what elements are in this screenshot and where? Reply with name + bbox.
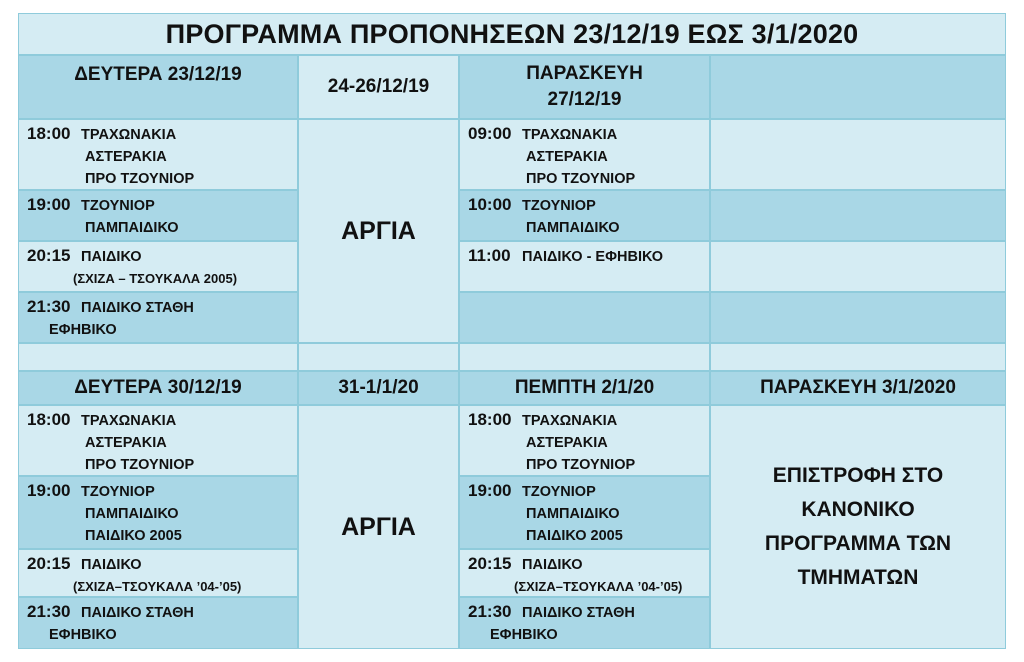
slot-note: (ΣΧΙΖΑ–ΤΣΟΥΚΑΛΑ ’04-’05) xyxy=(73,579,242,594)
slot-group-line: ΠΑΙΔΙΚΟ 2005 xyxy=(526,528,623,544)
slot-w2-mon-2130 xyxy=(18,597,298,649)
slot-time: 21:30 xyxy=(27,297,71,316)
slot-group: ΤΡΑΧΩΝΑΚΙΑ xyxy=(522,413,618,429)
slot-group-line: ΠΑΜΠΑΙΔΙΚΟ xyxy=(85,220,179,236)
header-monday-23-12: ΔΕΥΤΕΡΑ 23/12/19 xyxy=(18,55,298,119)
slot-w2-mon-1900 xyxy=(18,476,298,549)
header-friday-27-12 xyxy=(459,55,710,119)
slot-w1-mon-2015 xyxy=(18,241,298,292)
slot-group: ΤΖΟΥΝΙΟΡ xyxy=(522,484,596,500)
slot-w2-thu-1900 xyxy=(459,476,710,549)
slot-group-line: ΠΑΜΠΑΙΔΙΚΟ xyxy=(526,506,620,522)
empty-cell xyxy=(710,190,1006,241)
schedule-title: ΠΡΟΓΡΑΜΜΑ ΠΡΟΠΟΝΗΣΕΩΝ 23/12/19 ΕΩΣ 3/1/2020 xyxy=(18,13,1006,55)
slot-w1-fri-0900 xyxy=(459,119,710,190)
slot-group: ΠΑΙΔΙΚΟ xyxy=(81,557,142,573)
slot-group-line: ΠΡΟ ΤΖΟΥΝΙΟΡ xyxy=(85,171,195,187)
slot-group-line: ΠΑΜΠΑΙΔΙΚΟ xyxy=(85,506,179,522)
slot-w1-fri-1100 xyxy=(459,241,710,292)
slot-w2-thu-2015 xyxy=(459,549,710,597)
holiday-24-26-12: ΑΡΓΙΑ xyxy=(298,119,459,343)
slot-group-line: ΑΣΤΕΡΑΚΙΑ xyxy=(85,435,167,451)
slot-time: 11:00 xyxy=(468,246,511,265)
slot-note: (ΣΧΙΖΑ – ΤΣΟΥΚΑΛΑ 2005) xyxy=(73,271,238,286)
slot-w2-thu-1800 xyxy=(459,405,710,476)
header-24-26-12: 24-26/12/19 xyxy=(298,55,459,119)
empty-cell xyxy=(710,119,1006,190)
slot-time: 20:15 xyxy=(27,554,71,573)
slot-group-line: ΑΣΤΕΡΑΚΙΑ xyxy=(526,149,608,165)
slot-group: ΠΑΙΔΙΚΟ ΣΤΑΘΗ xyxy=(81,300,194,316)
header-31-12-1-1: 31-1/1/20 xyxy=(298,371,459,405)
slot-group: ΤΡΑΧΩΝΑΚΙΑ xyxy=(81,127,177,143)
return-line: ΤΜΗΜΑΤΩΝ xyxy=(797,566,919,589)
slot-w2-mon-1800 xyxy=(18,405,298,476)
slot-w1-mon-1900 xyxy=(18,190,298,241)
slot-time: 18:00 xyxy=(468,410,512,429)
empty-cell xyxy=(710,241,1006,292)
slot-group-line: ΠΡΟ ΤΖΟΥΝΙΟΡ xyxy=(85,457,195,473)
slot-w2-mon-2015 xyxy=(18,549,298,597)
spacer-cell xyxy=(710,343,1006,371)
slot-group-line: ΕΦΗΒΙΚΟ xyxy=(49,322,117,338)
spacer-cell xyxy=(298,343,459,371)
slot-w1-fri-1000 xyxy=(459,190,710,241)
slot-w2-thu-2130 xyxy=(459,597,710,649)
slot-time: 18:00 xyxy=(27,410,71,429)
empty-cell xyxy=(710,292,1006,343)
slot-time: 09:00 xyxy=(468,124,512,143)
header-friday-date: 27/12/19 xyxy=(547,89,622,110)
slot-note: (ΣΧΙΖΑ–ΤΣΟΥΚΑΛΑ ’04-’05) xyxy=(514,579,683,594)
slot-w1-mon-2130 xyxy=(18,292,298,343)
return-line: ΕΠΙΣΤΡΟΦΗ ΣΤΟ xyxy=(772,464,944,487)
slot-group: ΤΡΑΧΩΝΑΚΙΑ xyxy=(522,127,618,143)
slot-time: 20:15 xyxy=(27,246,71,265)
slot-group: ΠΑΙΔΙΚΟ xyxy=(81,249,142,265)
slot-group-line: ΕΦΗΒΙΚΟ xyxy=(490,627,558,643)
return-line: ΚΑΝΟΝΙΚΟ xyxy=(801,498,915,521)
slot-time: 19:00 xyxy=(27,481,71,500)
slot-w1-mon-1800 xyxy=(18,119,298,190)
slot-group-line: ΠΑΙΔΙΚΟ 2005 xyxy=(85,528,182,544)
header-thursday-2-1: ΠΕΜΠΤΗ 2/1/20 xyxy=(459,371,710,405)
header-friday-3-1: ΠΑΡΑΣΚΕΥΗ 3/1/2020 xyxy=(710,371,1006,405)
slot-group: ΤΖΟΥΝΙΟΡ xyxy=(81,484,155,500)
slot-group-line: ΑΣΤΕΡΑΚΙΑ xyxy=(526,435,608,451)
slot-time: 21:30 xyxy=(468,602,512,621)
empty-cell xyxy=(459,292,710,343)
holiday-31-12-1-1: ΑΡΓΙΑ xyxy=(298,405,459,649)
header-empty-week1 xyxy=(710,55,1006,119)
slot-group: ΠΑΙΔΙΚΟ xyxy=(522,557,583,573)
slot-group: ΤΡΑΧΩΝΑΚΙΑ xyxy=(81,413,177,429)
slot-group: ΤΖΟΥΝΙΟΡ xyxy=(81,198,155,214)
return-line: ΠΡΟΓΡΑΜΜΑ ΤΩΝ xyxy=(764,532,952,555)
training-schedule-table xyxy=(18,13,1006,649)
spacer-cell xyxy=(459,343,710,371)
slot-group-line: ΑΣΤΕΡΑΚΙΑ xyxy=(85,149,167,165)
slot-time: 18:00 xyxy=(27,124,71,143)
slot-group-line: ΕΦΗΒΙΚΟ xyxy=(49,627,117,643)
slot-group: ΠΑΙΔΙΚΟ - ΕΦΗΒΙΚΟ xyxy=(522,249,664,265)
slot-group: ΠΑΙΔΙΚΟ ΣΤΑΘΗ xyxy=(522,605,635,621)
slot-group-line: ΠΡΟ ΤΖΟΥΝΙΟΡ xyxy=(526,457,636,473)
slot-group: ΠΑΙΔΙΚΟ ΣΤΑΘΗ xyxy=(81,605,194,621)
return-to-normal-schedule xyxy=(710,405,1006,649)
slot-group-line: ΠΑΜΠΑΙΔΙΚΟ xyxy=(526,220,620,236)
slot-time: 19:00 xyxy=(468,481,512,500)
slot-group-line: ΠΡΟ ΤΖΟΥΝΙΟΡ xyxy=(526,171,636,187)
slot-time: 10:00 xyxy=(468,195,512,214)
spacer-cell xyxy=(18,343,298,371)
slot-time: 19:00 xyxy=(27,195,71,214)
header-monday-30-12: ΔΕΥΤΕΡΑ 30/12/19 xyxy=(18,371,298,405)
header-friday-day: ΠΑΡΑΣΚΕΥΗ xyxy=(526,63,643,84)
slot-time: 20:15 xyxy=(468,554,512,573)
slot-time: 21:30 xyxy=(27,602,71,621)
slot-group: ΤΖΟΥΝΙΟΡ xyxy=(522,198,596,214)
